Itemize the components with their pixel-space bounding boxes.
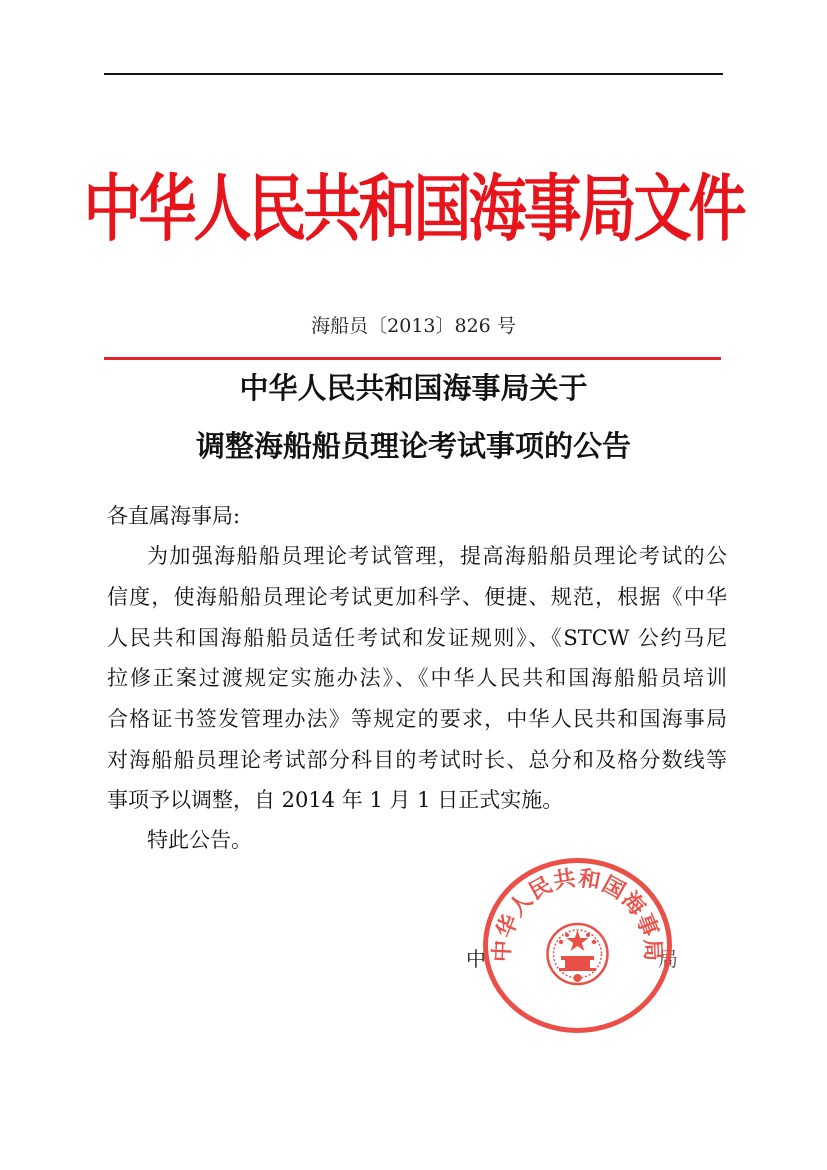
body-line: 信度，使海船船员理论考试更加科学、便捷、规范，根据《中华 xyxy=(107,585,727,609)
document-title-line-1: 中华人民共和国海事局关于 xyxy=(239,371,588,405)
national-emblem-icon xyxy=(548,924,608,984)
body-line: 对海船船员理论考试部分科目的考试时长、总分和及格分数线等 xyxy=(107,748,727,772)
document-number: 海船员〔2013〕826 号 xyxy=(311,315,516,337)
body-line: 为加强海船船员理论考试管理，提高海船船员理论考试的公 xyxy=(147,544,727,568)
salutation: 各直属海事局: xyxy=(107,504,241,528)
red-divider xyxy=(104,357,721,360)
document-title-line-2: 调整海船船员理论考试事项的公告 xyxy=(195,429,631,463)
signature-text-tail: 局 xyxy=(658,947,678,971)
body-line: 人民共和国海船船员适任考试和发证规则》、《STCW 公约马尼 xyxy=(107,626,727,650)
official-seal xyxy=(481,856,674,1035)
body-line: 事项予以调整，自 2014 年 1 月 1 日正式实施。 xyxy=(107,788,564,812)
body-line: 拉修正案过渡规定实施办法》、《中华人民共和国海船船员培训 xyxy=(107,666,727,690)
top-rule xyxy=(104,73,723,75)
document-header-title: 中华人民共和国海事局文件 xyxy=(83,166,744,252)
body-line: 合格证书签发管理办法》等规定的要求，中华人民共和国海事局 xyxy=(107,707,727,731)
closing-remark: 特此公告。 xyxy=(147,828,252,852)
signature-text: 中 xyxy=(466,947,486,971)
svg-text:中华人民共和国海事局: 中华人民共和国海事局 xyxy=(490,866,665,963)
